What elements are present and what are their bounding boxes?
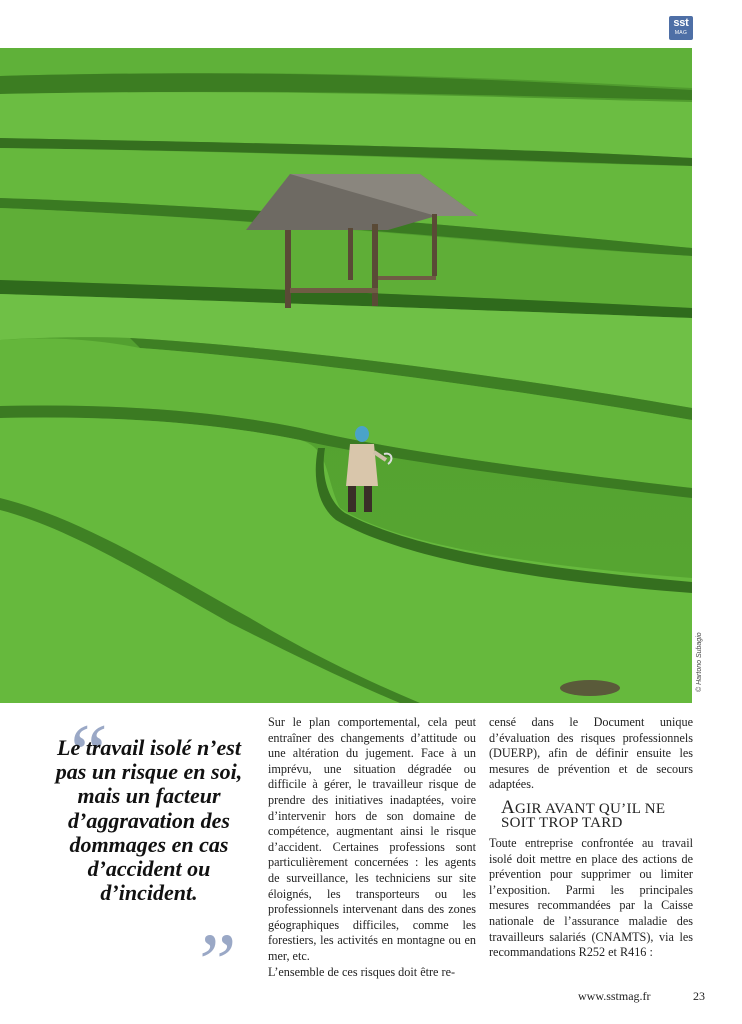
article-column-1 [268, 715, 476, 980]
column1-paragraph: Sur le plan comportemental, cela peut entraîner des changements d’attitude ou une altération du jugement. Face à un imprévu, une situation dégradée ou difficile à gérer, le travailleur risque de prendre des initiatives inadaptées, voire d’intervenir hors de son domaine de compétence, augmentant ainsi le risque d’accident. Certaines professions sont particulièrement concernées : les agents de surveillance, les techniciens sur site éloignés, les transporteurs ou les professionnels intervenant dans des zones géographiques difficiles, comme les forestiers, les activités en montagne ou en mer, etc. [268, 715, 476, 963]
footer-url: www.sstmag.fr [578, 989, 651, 1003]
section-heading: AGIR AVANT QU’IL NE SOIT TROP TARD [501, 796, 666, 831]
rice-terrace-photo [0, 48, 692, 703]
page-number: 23 [693, 989, 705, 1003]
open-quote-mark: “ [62, 707, 109, 800]
article-column-2 [489, 715, 693, 961]
photo-credit: © Hartono Subagio [696, 632, 703, 692]
pull-quote [40, 707, 258, 1010]
logo-main-text: sst [673, 17, 689, 29]
column2-paragraph: censé dans le Document unique d’évaluation des risques professionnels (DUERP), afin de définir ensuite les mesures de prévention et de secours adaptées. [489, 715, 693, 792]
column2-paragraph-2: Toute entreprise confrontée au travail isolé doit mettre en place des actions de prévention pour supprimer ou limiter l’exposition. Parmi les principales mesures recommandées par la Caisse nationale de l’assurance maladie des travailleurs salariés (CNAMTS), via les recommandations R252 et R416 : [489, 835, 693, 960]
close-quote-mark: ” [190, 917, 237, 1010]
sst-mag-logo [669, 16, 693, 40]
logo-sub-text: MAG [674, 30, 688, 36]
pull-quote-text: Le travail isolé n’est pas un risque en soi, mais un facteur d’aggravation des dommages en cas d’accident ou d’incident. [55, 735, 243, 906]
column1-paragraph-2: L’ensemble de ces risques doit être re- [268, 964, 456, 979]
rice-terrace-illustration [0, 48, 692, 703]
